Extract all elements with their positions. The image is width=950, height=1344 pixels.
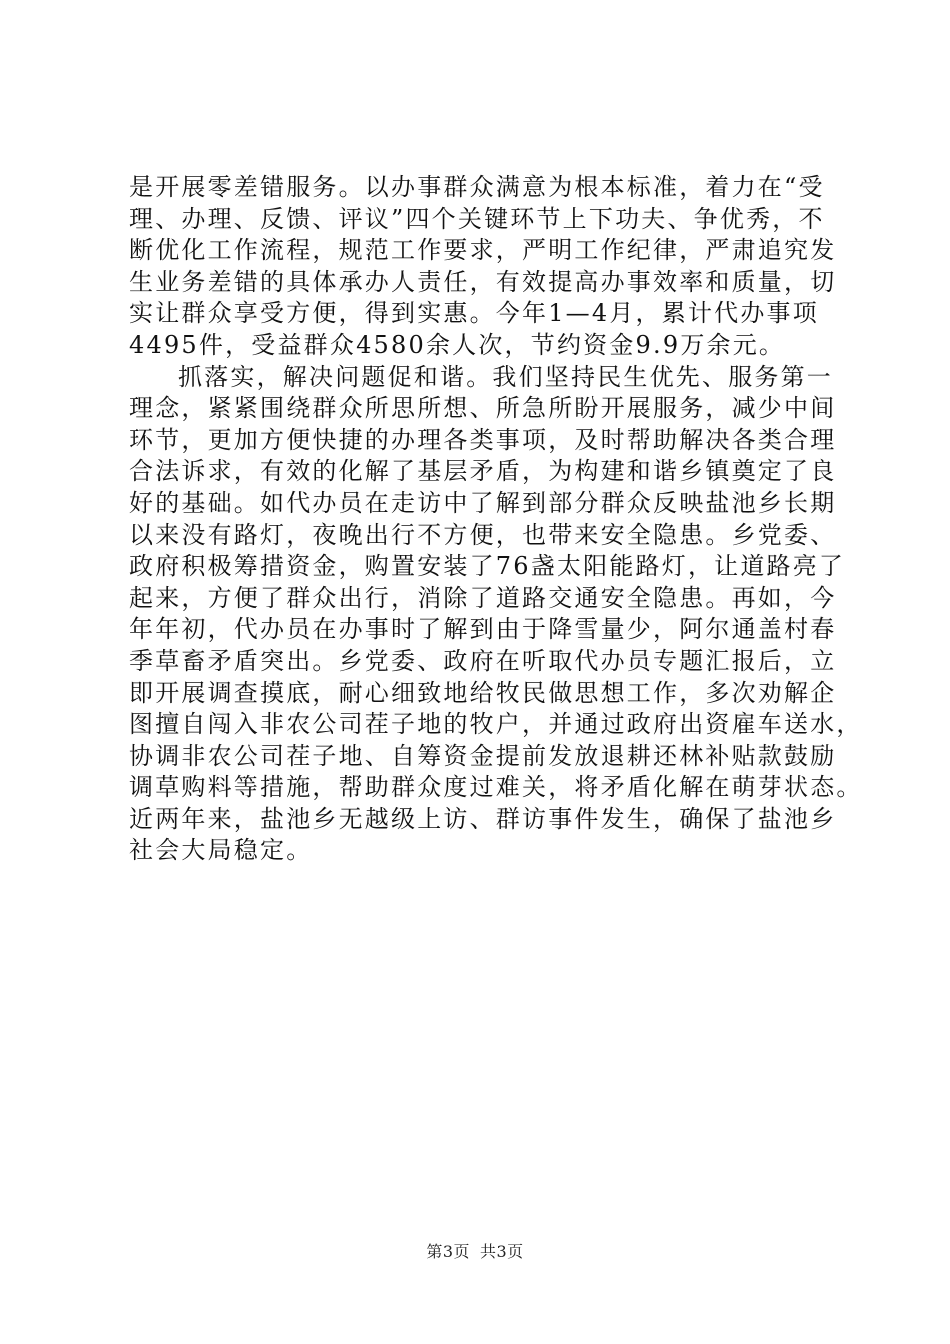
body-line-11: 好的基础。如代办员在走访中了解到部分群众反映盐池乡长期 <box>129 488 837 517</box>
body-line-8: 理念，紧紧围绕群众所思所想、所急所盼开展服务，减少中间 <box>129 394 837 423</box>
body-line-21: 近两年来，盐池乡无越级上访、群访事件发生，确保了盐池乡 <box>129 804 837 833</box>
paragraph-start-line: 抓落实，解决问题促和谐。我们坚持民生优先、服务第一 <box>178 362 833 391</box>
body-line-14: 起来，方便了群众出行，消除了道路交通安全隐患。再如，今 <box>129 583 837 612</box>
body-line-10: 合法诉求，有效的化解了基层矛盾，为构建和谐乡镇奠定了良 <box>129 457 837 486</box>
document-body <box>129 172 863 867</box>
body-line-18: 图擅自闯入非农公司茬子地的牧户，并通过政府出资雇车送水， <box>129 710 863 739</box>
body-line-16: 季草畜矛盾突出。乡党委、政府在听取代办员专题汇报后，立 <box>129 646 837 675</box>
body-line-15: 年年初，代办员在办事时了解到由于降雪量少，阿尔通盖村春 <box>129 615 837 644</box>
body-line-19: 协调非农公司茬子地、自筹资金提前发放退耕还林补贴款鼓励 <box>129 741 837 770</box>
body-line-6: 4495件，受益群众4580余人次，节约资金9.9万余元。 <box>129 330 786 359</box>
page-number-total: 共3页 <box>480 1242 524 1261</box>
body-line-3: 断优化工作流程，规范工作要求，严明工作纪律，严肃追究发 <box>129 236 837 265</box>
page-footer <box>0 1240 950 1264</box>
body-line-2: 理、办理、反馈、评议”四个关键环节上下功夫、争优秀，不 <box>129 204 825 233</box>
body-line-5: 实让群众享受方便，得到实惠。今年1—4月，累计代办事项 <box>129 299 819 328</box>
body-line-22: 社会大局稳定。 <box>129 836 313 865</box>
body-line-1: 是开展零差错服务。以办事群众满意为根本标准，着力在“受 <box>129 173 825 201</box>
body-line-20: 调草购料等措施，帮助群众度过难关，将矛盾化解在萌芽状态。 <box>129 773 863 802</box>
body-line-4: 生业务差错的具体承办人责任，有效提高办事效率和质量，切 <box>129 267 837 296</box>
body-line-9: 环节，更加方便快捷的办理各类事项，及时帮助解决各类合理 <box>129 425 837 454</box>
page-number-current: 第3页 <box>426 1242 470 1261</box>
body-line-12: 以来没有路灯，夜晚出行不方便，也带来安全隐患。乡党委、 <box>129 520 837 549</box>
body-line-13: 政府积极筹措资金，购置安装了76盏太阳能路灯，让道路亮了 <box>129 552 846 581</box>
body-line-17: 即开展调查摸底，耐心细致地给牧民做思想工作，多次劝解企 <box>129 678 837 707</box>
